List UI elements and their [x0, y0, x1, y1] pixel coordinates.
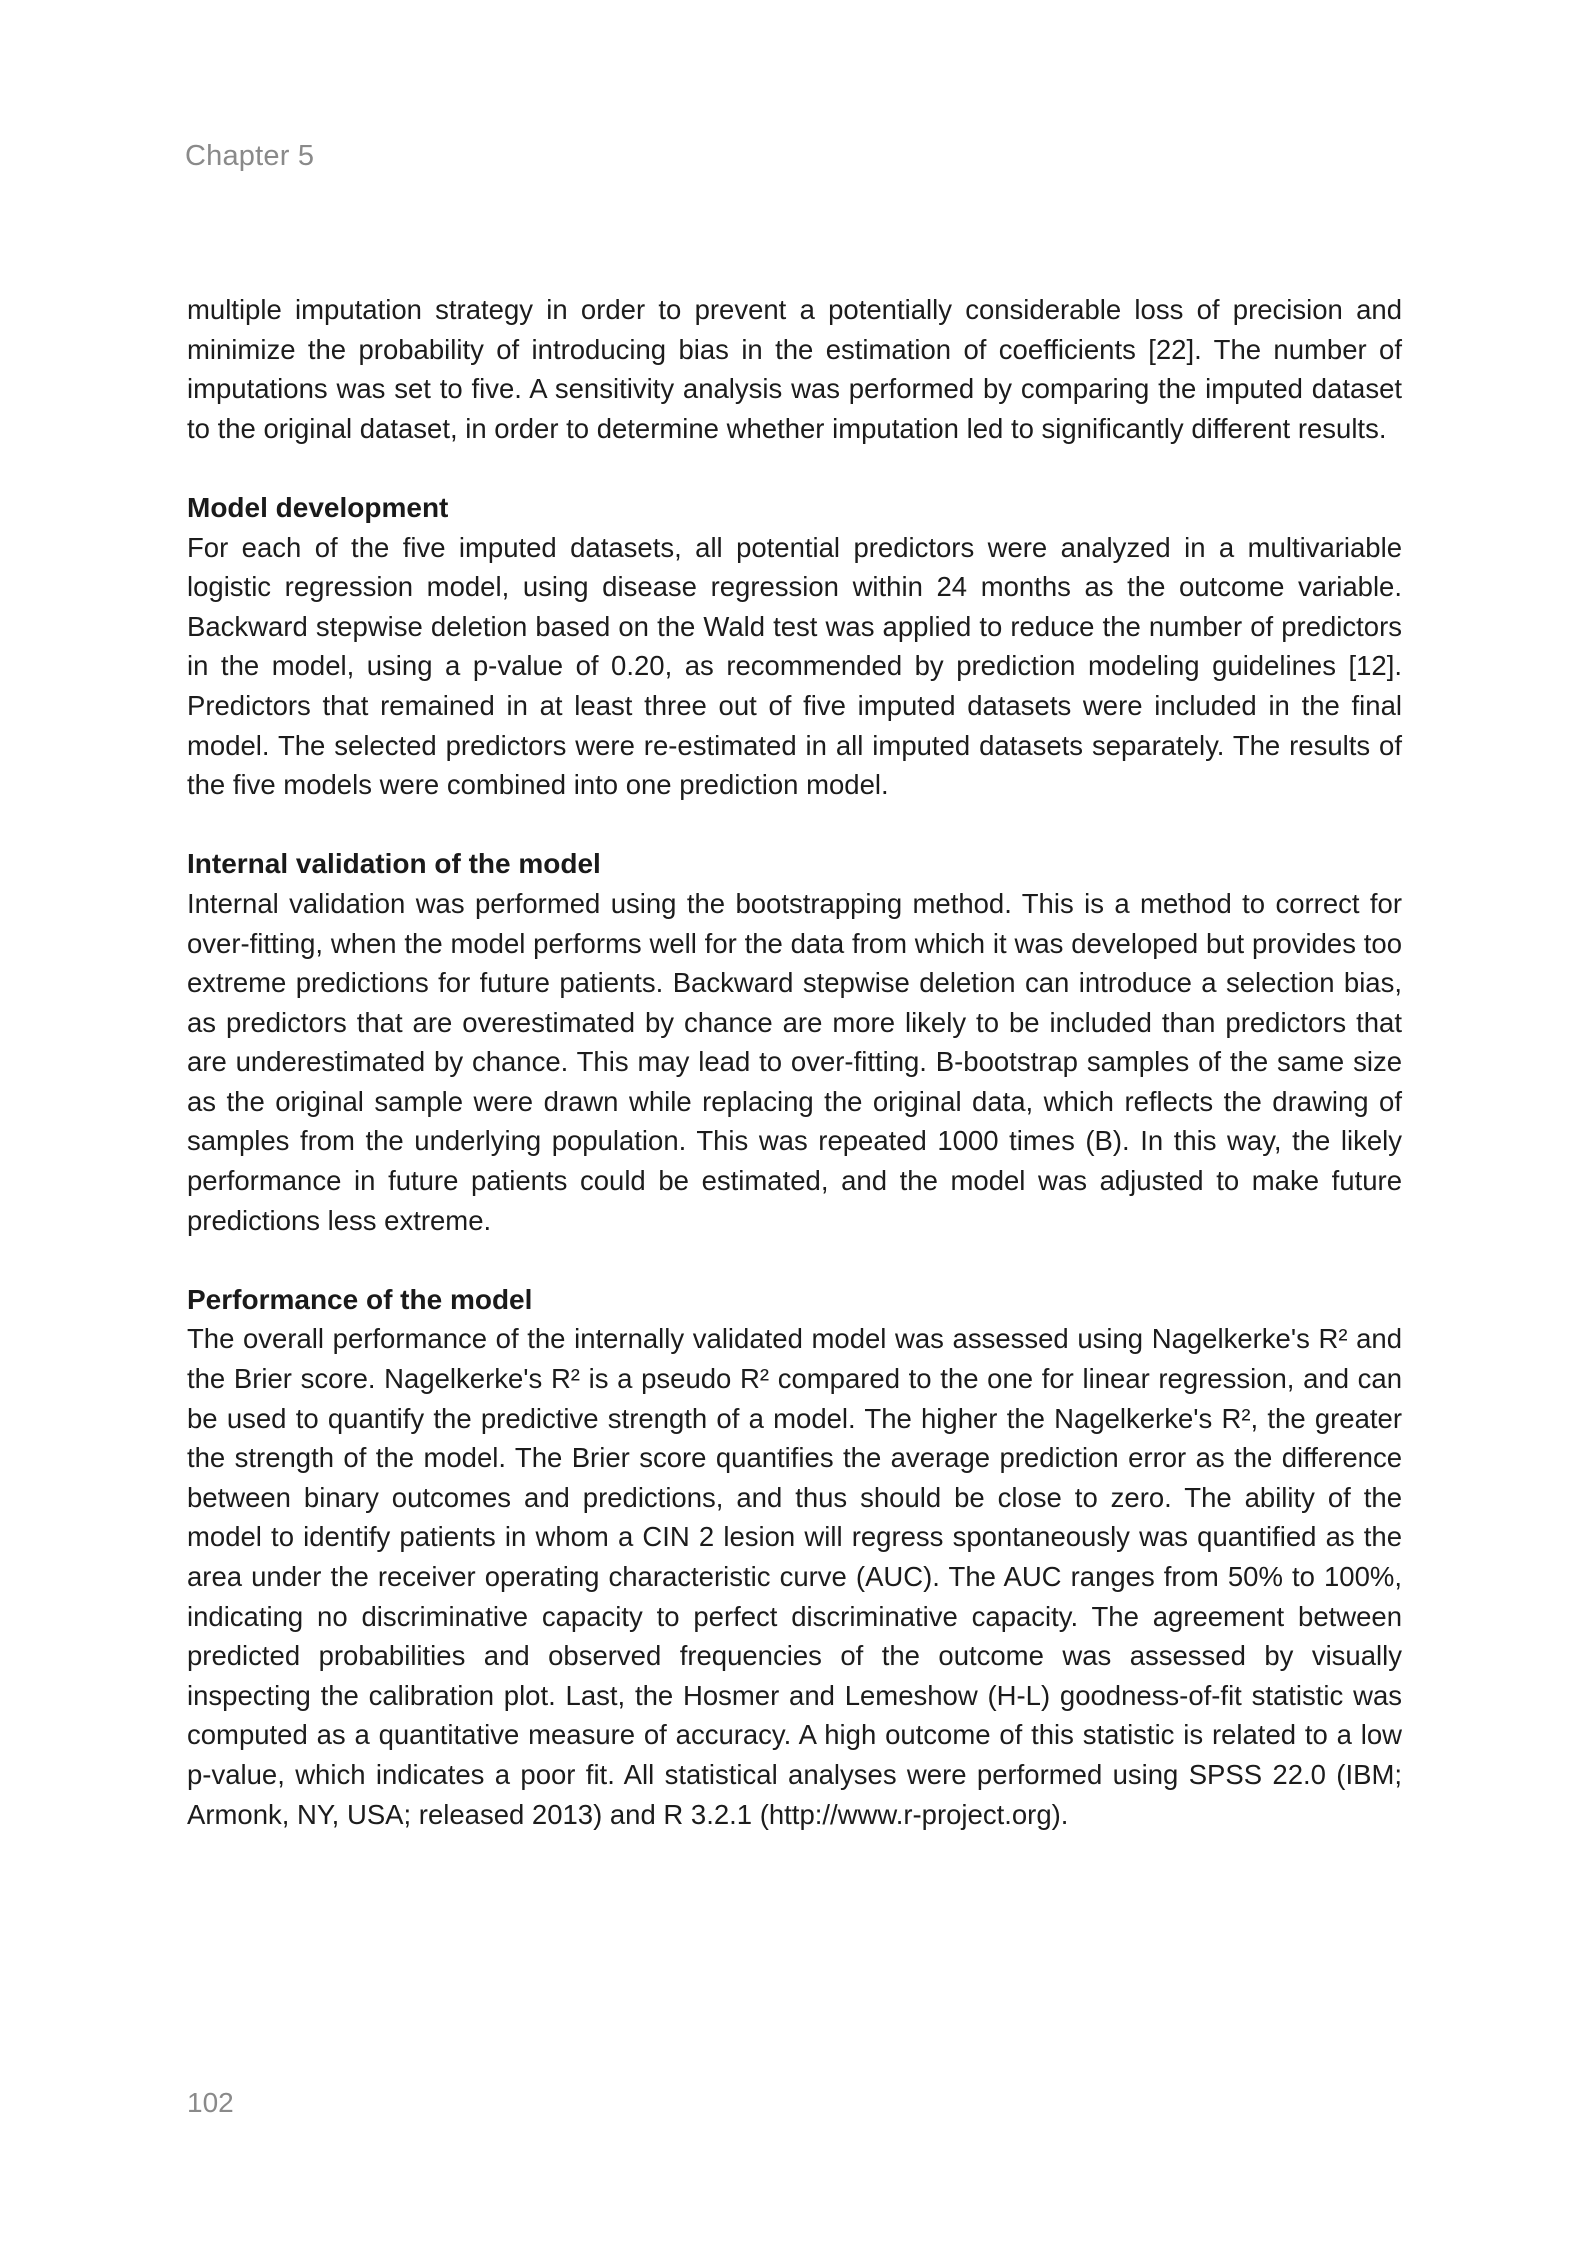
intro-paragraph: multiple imputation strategy in order to prevent a potentially considerable loss of precision and minimize the probability of introducing bias in the estimation of coefficients [22]. The number of imputations was set to five. A sensitivity analysis was performed by comparing the imputed dataset to the original dataset, in order to determine whether imputation led to significantly different results.: [187, 294, 1402, 444]
page-number: 102: [187, 2087, 234, 2118]
section-paragraph: The overall performance of the internally validated model was assessed using Nagelkerke's R² and the Brier score. Nagelkerke's R² is a pseudo R² compared to the one for linear regression, and can be used to quantify the predictive strength of a model. The higher the Nagelkerke's R², the greater the strength of the model. The Brier score quantifies the average prediction error as the difference between binary outcomes and predictions, and thus should be close to zero. The ability of the model to identify patients in whom a CIN 2 lesion will regress spontaneously was quantified as the area under the receiver operating characteristic curve (AUC). The AUC ranges from 50% to 100%, indicating no discriminative capacity to perfect discriminative capacity. The agreement between predicted probabilities and observed frequencies of the outcome was assessed by visually inspecting the calibration plot. Last, the Hosmer and Lemeshow (H-L) goodness-of-fit statistic was computed as a quantitative measure of accuracy. A high outcome of this statistic is related to a low p-value, which indicates a poor fit. All statistical analyses were performed using SPSS 22.0 (IBM; Armonk, NY, USA; released 2013) and R 3.2.1 (http://www.r-project.org).: [187, 1323, 1402, 1830]
section-heading: Internal validation of the model: [187, 848, 601, 880]
section-model-development: [187, 488, 1402, 805]
section-heading: Performance of the model: [187, 1283, 533, 1315]
running-header-chapter: Chapter 5: [185, 140, 315, 172]
section-internal-validation: [187, 844, 1402, 1240]
section-performance: [187, 1280, 1402, 1834]
section-heading: Model development: [187, 491, 449, 523]
section-paragraph: For each of the five imputed datasets, all potential predictors were analyzed in a multivariable logistic regression model, using disease regression within 24 months as the outcome variable. Backward stepwise deletion based on the Wald test was applied to reduce the number of predictors in the model, using a p-value of 0.20, as recommended by prediction modeling guidelines [12]. Predictors that remained in at least three out of five imputed datasets were included in the final model. The selected predictors were re-estimated in all imputed datasets separately. The results of the five models were combined into one prediction model.: [187, 531, 1402, 801]
section-paragraph: Internal validation was performed using the bootstrapping method. This is a method to correct for over-fitting, when the model performs well for the data from which it was developed but provides too extreme predictions for future patients. Backward stepwise deletion can introduce a selection bias, as predictors that are overestimated by chance are more likely to be included than predictors that are underestimated by chance. This may lead to over-fitting. B-bootstrap samples of the same size as the original sample were drawn while replacing the original data, which reflects the drawing of samples from the underlying population. This was repeated 1000 times (B). In this way, the likely performance in future patients could be estimated, and the model was adjusted to make future predictions less extreme.: [187, 887, 1402, 1236]
body-text: [187, 290, 1402, 1834]
